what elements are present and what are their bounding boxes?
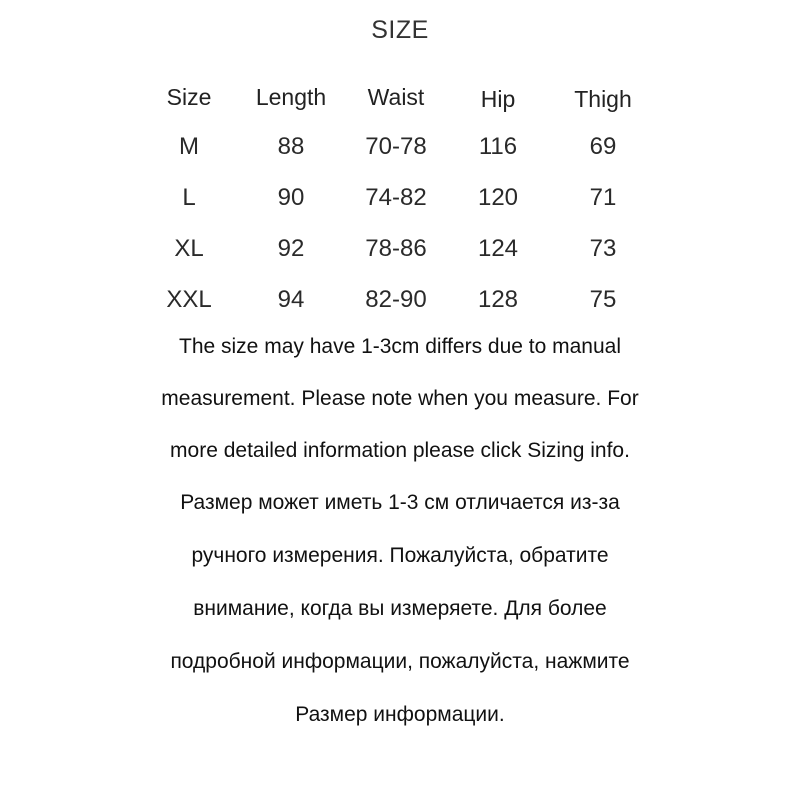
- table-cell: 90: [277, 184, 305, 211]
- table-cell: 128: [477, 286, 519, 313]
- column-header-length: Length: [255, 84, 327, 110]
- table-cell: 73: [589, 235, 617, 262]
- column-header-waist: Waist: [367, 84, 425, 110]
- note-line-en-2: measurement. Please note when you measure. For: [161, 387, 639, 410]
- note-line-ru-2: ручного измерения. Пожалуйста, обратите: [191, 544, 609, 567]
- table-cell: L: [182, 184, 196, 211]
- table-cell: 120: [477, 184, 519, 211]
- table-cell: XL: [174, 235, 204, 262]
- table-cell: XXL: [166, 286, 212, 313]
- column-header-hip: Hip: [480, 86, 516, 112]
- table-cell: 88: [277, 133, 305, 160]
- table-cell: M: [179, 133, 199, 160]
- note-line-ru-3: внимание, когда вы измеряете. Для более: [193, 597, 607, 620]
- table-cell: 75: [589, 286, 617, 313]
- table-cell: 70-78: [365, 133, 427, 160]
- table-cell: 69: [589, 133, 617, 160]
- column-header-size: Size: [166, 84, 212, 110]
- column-header-thigh: Thigh: [574, 86, 632, 112]
- page-title: SIZE: [371, 16, 429, 44]
- table-cell: 92: [277, 235, 305, 262]
- table-cell: 82-90: [365, 286, 427, 313]
- note-line-ru-4: подробной информации, пожалуйста, нажмите: [170, 650, 630, 673]
- table-cell: 116: [478, 133, 518, 160]
- table-cell: 94: [277, 286, 305, 313]
- note-line-ru-5: Размер информации.: [295, 703, 505, 726]
- size-table: [0, 0, 800, 330]
- table-cell: 78-86: [365, 235, 427, 262]
- table-cell: 74-82: [365, 184, 427, 211]
- table-cell: 124: [477, 235, 519, 262]
- note-line-ru-1: Размер может иметь 1-3 см отличается из-за: [180, 491, 620, 514]
- note-line-en-1: The size may have 1-3cm differs due to manual: [179, 335, 621, 358]
- table-cell: 71: [589, 184, 617, 211]
- note-line-en-3: more detailed information please click Sizing info.: [170, 439, 630, 462]
